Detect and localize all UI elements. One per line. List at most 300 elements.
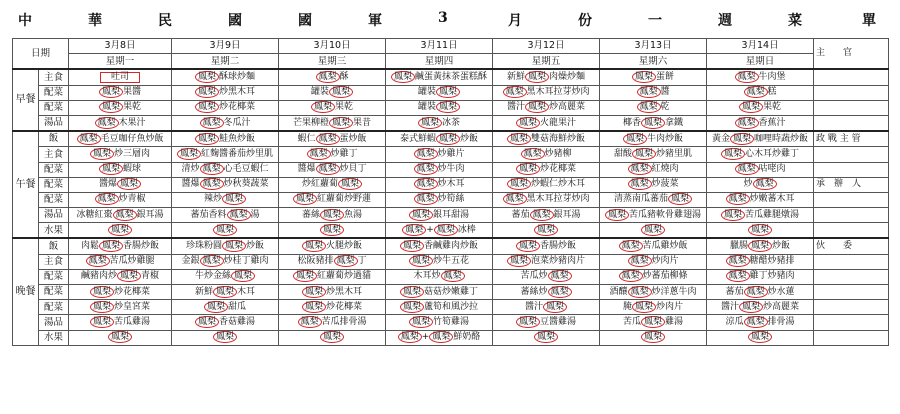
menu-row (13, 330, 889, 345)
date-cell: 3月9日 (172, 39, 279, 54)
dish-cell (493, 208, 600, 223)
dish-cell (707, 192, 814, 207)
highlight-mark: 鳳梨 (534, 224, 558, 236)
highlight-mark: 鳳梨 (441, 270, 465, 282)
highlight-mark: 鳳梨 (99, 86, 123, 98)
weekday-cell: 星期四 (386, 54, 493, 70)
dish-cell (600, 85, 707, 100)
dish-cell (69, 208, 172, 223)
dish-cell (279, 147, 386, 162)
weekday-cell: 星期一 (69, 54, 172, 70)
dish-name (320, 226, 344, 235)
highlight-mark: 鳳梨 (748, 331, 772, 343)
dish-name: 鳳梨 苦瓜雞湯 (90, 318, 150, 327)
title-char: 國 (228, 13, 243, 29)
dish-name: 鳳梨 香蕉汁 (735, 119, 786, 128)
dish-name: 鳳梨 牛肉堡 (735, 73, 786, 82)
dish-name: 鳳梨 果乾 (311, 103, 353, 112)
dish-name: 鳳梨 苦瓜豬軟骨雞翅湯 (605, 211, 701, 220)
highlight-mark: 鳳梨 (302, 286, 326, 298)
dish-name: 清炒 鳳梨 心毛豆蝦仁 (181, 164, 269, 175)
dish-cell (707, 208, 814, 223)
highlight-mark: 鳳梨 (507, 178, 531, 190)
category-label: 配菜 (39, 100, 69, 115)
dish-cell (279, 254, 386, 269)
menu-row (13, 177, 889, 192)
highlight-mark: 鳳梨 (99, 101, 123, 113)
dish-cell (279, 100, 386, 115)
dish-name: 鳳梨 炒蝦仁炒木耳 (507, 180, 585, 189)
dish-name: 鳳梨 糖醋炒豬排 (726, 257, 795, 266)
dish-cell (386, 285, 493, 300)
highlight-mark: 鳳梨 (436, 86, 460, 98)
title-char: 菜 (788, 13, 803, 29)
dish-cell (707, 131, 814, 147)
highlight-mark: 鳳梨 (726, 270, 750, 282)
dish-name: 松阪豬排 鳳梨 丁 (297, 256, 367, 267)
menu-row (13, 254, 889, 269)
highlight-mark: 鳳梨 (503, 86, 527, 98)
dish-cell (707, 115, 814, 131)
highlight-mark: 鳳梨 (516, 117, 540, 129)
menu-row (13, 192, 889, 207)
dish-name: 酒釀 鳳梨 炒洋蔥牛肉 (609, 286, 697, 297)
highlight-mark: 鳳梨 (534, 331, 558, 343)
category-label: 湯品 (39, 115, 69, 131)
dish-cell (707, 300, 814, 315)
note-cell (814, 147, 889, 162)
highlight-mark: 鳳梨 (213, 224, 237, 236)
dish-cell (386, 131, 493, 147)
dish-cell (279, 208, 386, 223)
highlight-mark: 鳳梨 (293, 193, 317, 205)
dish-cell (69, 147, 172, 162)
highlight-mark: 鳳梨 (213, 331, 237, 343)
highlight-mark: 鳳梨 (195, 133, 219, 145)
dish-name: 鳳梨 毛豆咖仔魚炒飯 (77, 135, 164, 144)
dish-name: 鳳梨 + 鳳梨 冰棒 (402, 226, 476, 235)
dish-cell (707, 162, 814, 177)
highlight-mark: 鳳梨 (200, 117, 224, 129)
dish-name: 吐司 (100, 72, 140, 83)
dish-name: 蕃茄 鳳梨 銀耳湯 (511, 209, 581, 220)
dish-cell (386, 300, 493, 315)
highlight-mark: 鳳梨 (200, 255, 224, 267)
highlight-mark: 鳳梨 (90, 286, 114, 298)
dish-name: 鳳梨 炒雞丁 (307, 150, 358, 159)
dish-cell (279, 131, 386, 147)
highlight-mark: 鳳梨 (227, 209, 251, 221)
category-label: 配菜 (39, 162, 69, 177)
dish-cell (279, 269, 386, 284)
dish-name: 鳳梨 蛋餅 (632, 73, 674, 82)
highlight-mark: 鳳梨 (222, 240, 246, 252)
dish-name: 鳳梨 果醬 (99, 88, 141, 97)
dish-name: 鳳梨 雞丁炒豬肉 (726, 272, 795, 281)
dish-name: 鳳梨 心木耳炒雞丁 (721, 150, 799, 159)
dish-cell (600, 192, 707, 207)
highlight-mark: 鳳梨 (726, 193, 750, 205)
dish-name: 罐裝 鳳梨 (311, 88, 353, 97)
dish-name: 蕃茄 鳳梨 炒水蓮 (725, 286, 795, 297)
dish-cell (69, 69, 172, 85)
dish-name: 鳳梨 香鹹雞肉炒飯 (400, 242, 478, 251)
highlight-mark: 鳳梨 (298, 316, 322, 328)
dish-cell (69, 254, 172, 269)
highlight-mark: 鳳梨 (628, 178, 652, 190)
dish-cell (386, 177, 493, 192)
dish-name: 鳳梨 炒豬柳 (521, 150, 572, 159)
category-label: 飯 (39, 131, 69, 147)
highlight-mark: 鳳梨 (748, 224, 772, 236)
highlight-mark: 鳳梨 (195, 86, 219, 98)
dish-cell (279, 223, 386, 239)
dish-cell (386, 330, 493, 345)
highlight-mark: 鳳梨 (316, 133, 340, 145)
document-title (0, 10, 900, 30)
highlight-mark: 鳳梨 (744, 86, 768, 98)
dish-name: 鳳梨 醬 (637, 88, 670, 97)
highlight-mark: 鳳梨 (402, 224, 426, 236)
category-label: 配菜 (39, 85, 69, 100)
note-cell (814, 192, 889, 207)
dish-cell (600, 100, 707, 115)
dish-cell (172, 285, 279, 300)
dish-name: 鳳梨 苦瓜雞炒飯 (619, 242, 688, 251)
dish-name: 鳳梨 鹹蛋黃抹茶蛋糕酥 (391, 73, 487, 82)
dish-name (748, 333, 772, 342)
title-char: 週 (718, 13, 733, 29)
dish-cell (172, 223, 279, 239)
highlight-mark: 鳳梨 (429, 331, 453, 343)
category-label: 水果 (39, 223, 69, 239)
dish-cell (493, 238, 600, 254)
highlight-mark: 鳳梨 (99, 163, 123, 175)
dish-cell (386, 269, 493, 284)
dish-cell (600, 147, 707, 162)
dish-name: 醬爆 鳳梨 炒貝丁 (297, 164, 367, 175)
dish-cell (386, 162, 493, 177)
dish-name: 鳳梨 炒青椒 (95, 195, 146, 204)
dish-name: 鳳梨 泡菜炒豬肉片 (507, 257, 585, 266)
highlight-mark: 鳳梨 (204, 301, 228, 313)
dish-cell (279, 330, 386, 345)
highlight-mark: 鳳梨 (735, 71, 759, 83)
dish-cell (279, 85, 386, 100)
category-label: 配菜 (39, 300, 69, 315)
dish-cell (172, 147, 279, 162)
dish-name (213, 226, 237, 235)
date-cell: 3月13日 (600, 39, 707, 54)
highlight-mark: 鳳梨 (307, 148, 331, 160)
highlight-mark: 鳳梨 (641, 331, 665, 343)
dish-name (748, 226, 772, 235)
highlight-mark: 鳳梨 (744, 286, 768, 298)
meal-label: 晚餐 (13, 238, 39, 345)
category-label: 配菜 (39, 177, 69, 192)
note-cell: 承 辦 人 (814, 177, 889, 192)
highlight-mark: 鳳梨 (623, 133, 647, 145)
title-char: 中 (18, 13, 33, 29)
dish-name: 鳳梨 炒肉片 (628, 257, 679, 266)
dish-cell (600, 238, 707, 254)
note-cell (814, 223, 889, 239)
dish-name: 鳳梨 黑木耳拉芽炒肉 (503, 195, 590, 204)
dish-name: 醬爆 鳳梨 (99, 180, 141, 189)
dish-cell (707, 177, 814, 192)
dish-name: 鳳梨 炒黑木耳 (302, 288, 362, 297)
note-supervisor: 主 官 (814, 39, 889, 70)
highlight-mark: 鳳梨 (329, 86, 353, 98)
dish-name: 炒紅蘿蔔 鳳梨 (302, 180, 362, 189)
highlight-mark: 鳳梨 (628, 255, 652, 267)
category-label: 湯品 (39, 208, 69, 223)
menu-row (13, 315, 889, 330)
dish-cell (493, 177, 600, 192)
title-char: 一 (648, 13, 663, 29)
highlight-mark: 鳳梨 (409, 316, 433, 328)
dish-name: 醬汁 鳳梨 炒高麗菜 (506, 102, 586, 113)
dish-cell (69, 131, 172, 147)
dish-cell (69, 177, 172, 192)
dish-name: 鳳梨 黑木耳拉芽炒肉 (503, 88, 590, 97)
highlight-mark: 鳳梨 (641, 117, 665, 129)
dish-cell (493, 69, 600, 85)
dish-cell (600, 131, 707, 147)
highlight-mark: 鳳梨 (108, 224, 132, 236)
dish-cell (172, 100, 279, 115)
menu-row (13, 100, 889, 115)
dish-cell (493, 100, 600, 115)
highlight-mark: 鳳梨 (316, 163, 340, 175)
highlight-mark: 鳳梨 (77, 133, 101, 145)
highlight-mark: 鳳梨 (641, 224, 665, 236)
dish-name: 鳳梨 炒筍絲 (414, 195, 465, 204)
highlight-mark: 鳳梨 (200, 178, 224, 190)
highlight-mark: 鳳梨 (632, 71, 656, 83)
dish-name: 罐裝 鳳梨 (418, 88, 460, 97)
dish-name: 鳳梨 冬瓜汁 (200, 119, 251, 128)
note-cell (814, 115, 889, 131)
dish-cell (172, 131, 279, 147)
dish-name: 鳳梨 竹筍雞湯 (409, 318, 469, 327)
weekday-cell: 星期三 (279, 54, 386, 70)
highlight-mark: 鳳梨 (86, 255, 110, 267)
highlight-mark: 鳳梨 (668, 193, 692, 205)
dish-name: 鳳梨 炒三層肉 (90, 150, 150, 159)
highlight-mark: 鳳梨 (507, 255, 531, 267)
highlight-mark: 鳳梨 (418, 117, 442, 129)
dish-name: 木耳炒 鳳梨 (414, 272, 465, 281)
note-cell (814, 162, 889, 177)
meal-label: 早餐 (13, 69, 39, 131)
dish-cell (172, 85, 279, 100)
note-cell (814, 315, 889, 330)
header-weekday-row (13, 54, 889, 70)
dish-name: 泰式鮮蝦 鳳梨 炒飯 (399, 133, 479, 144)
dish-cell (69, 238, 172, 254)
highlight-mark: 鳳梨 (744, 316, 768, 328)
highlight-mark: 鳳梨 (414, 163, 438, 175)
dish-name: 珍珠粉圓 鳳梨 炒飯 (185, 241, 265, 252)
highlight-mark: 鳳梨 (753, 178, 777, 190)
highlight-mark: 鳳梨 (632, 148, 656, 160)
dish-cell (707, 147, 814, 162)
dish-name: 鳳梨 蝦球 (99, 165, 141, 174)
category-label: 配菜 (39, 192, 69, 207)
note-cell: 政 戰 主 管 (814, 131, 889, 147)
title-char: 份 (578, 13, 593, 29)
dish-cell (172, 315, 279, 330)
date-cell: 3月12日 (493, 39, 600, 54)
dish-cell (493, 131, 600, 147)
dish-name: 新鮮 鳳梨 肉燥炒麵 (506, 71, 586, 82)
title-char: 軍 (368, 13, 383, 29)
highlight-mark: 鳳梨 (302, 301, 326, 313)
date-cell: 3月8日 (69, 39, 172, 54)
dish-name: 罐裝 鳳梨 (418, 103, 460, 112)
category-label: 主食 (39, 69, 69, 85)
dish-cell (386, 223, 493, 239)
dish-name: 鳳梨 豆醬雞湯 (516, 318, 576, 327)
dish-name: 鳳梨 紅蘿蔔炒過貓 (293, 272, 371, 281)
dish-cell (69, 115, 172, 131)
dish-name: 鳳梨 乾 (637, 103, 670, 112)
dish-cell (600, 223, 707, 239)
dish-name: 醬汁 鳳梨 (525, 303, 567, 312)
category-label: 主食 (39, 147, 69, 162)
dish-name: 鳳梨 紅燒肉 (628, 165, 679, 174)
dish-cell (279, 300, 386, 315)
note-cell (814, 208, 889, 223)
dish-name: 鳳梨 紅麴醬番茄炒里肌 (177, 150, 273, 159)
dish-cell (493, 223, 600, 239)
dish-cell (172, 300, 279, 315)
dish-name: 鳳梨 鮭魚炒飯 (195, 135, 255, 144)
dish-name: 辣炒 鳳梨 (204, 195, 246, 204)
title-char: 月 (508, 13, 523, 29)
dish-name: 鳳梨 甜瓜 (204, 303, 246, 312)
dish-cell (600, 269, 707, 284)
highlight-mark: 鳳梨 (543, 301, 567, 313)
highlight-mark: 鳳梨 (516, 240, 540, 252)
dish-name: 鳳梨 火腿炒飯 (302, 242, 362, 251)
dish-cell (707, 285, 814, 300)
highlight-mark: 鳳梨 (525, 71, 549, 83)
highlight-mark: 鳳梨 (90, 301, 114, 313)
highlight-mark: 鳳梨 (108, 331, 132, 343)
highlight-mark: 鳳梨 (99, 240, 123, 252)
highlight-mark: 鳳梨 (605, 209, 629, 221)
highlight-mark: 鳳梨 (735, 117, 759, 129)
highlight-mark: 鳳梨 (400, 286, 424, 298)
dish-name (641, 226, 665, 235)
dish-cell (493, 162, 600, 177)
dish-name (108, 226, 132, 235)
dish-name: 苦瓜 鳳梨 雞湯 (622, 316, 684, 327)
category-label: 配菜 (39, 269, 69, 284)
dish-cell (493, 192, 600, 207)
dish-name (641, 333, 665, 342)
menu-row (13, 85, 889, 100)
highlight-mark: 鳳梨 (195, 316, 219, 328)
dish-cell (493, 85, 600, 100)
dish-cell (172, 238, 279, 254)
dish-name: 鳳梨 炒花椰菜 (195, 103, 255, 112)
highlight-mark: 鳳梨 (200, 163, 224, 175)
dish-cell (493, 300, 600, 315)
highlight-mark: 鳳梨 (632, 301, 656, 313)
dish-name: 鳳梨 紅蘿蔔炒野蓮 (293, 195, 371, 204)
menu-row (13, 223, 889, 239)
highlight-mark: 鳳梨 (316, 71, 340, 83)
dish-name: 鳳梨 苦瓜排骨湯 (298, 318, 367, 327)
dish-cell (279, 238, 386, 254)
menu-row (13, 238, 889, 254)
dish-name: 鳳梨 炒牛五花 (409, 257, 469, 266)
dish-name: 甜酸 鳳梨 炒豬里肌 (613, 148, 693, 159)
dish-name: 鳳梨 火龍果汁 (516, 119, 576, 128)
dish-cell (172, 208, 279, 223)
dish-cell (707, 100, 814, 115)
menu-row (13, 269, 889, 284)
dish-cell (600, 330, 707, 345)
dish-name: 醬汁 鳳梨 炒高麗菜 (720, 301, 800, 312)
dish-name (534, 226, 558, 235)
dish-cell (386, 192, 493, 207)
dish-cell (172, 162, 279, 177)
dish-cell (493, 269, 600, 284)
title-char: 國 (298, 13, 313, 29)
dish-name: 鳳梨 炒花椰菜 (90, 288, 150, 297)
dish-name: 鳳梨 炒花椰菜 (516, 165, 576, 174)
menu-row (13, 162, 889, 177)
dish-name: 鳳梨 酥球炒麵 (195, 73, 255, 82)
dish-name: 鳳梨 糕 (744, 88, 777, 97)
dish-cell (600, 177, 707, 192)
highlight-mark: 鳳梨 (117, 270, 141, 282)
highlight-mark: 鳳梨 (436, 133, 460, 145)
highlight-mark: 鳳梨 (302, 240, 326, 252)
highlight-mark: 鳳梨 (90, 316, 114, 328)
dish-name: 椰香 鳳梨 拿鐵 (622, 117, 684, 128)
dish-cell (69, 100, 172, 115)
highlight-mark: 鳳梨 (320, 331, 344, 343)
dish-cell (386, 147, 493, 162)
menu-row (13, 69, 889, 85)
highlight-mark: 鳳梨 (748, 240, 772, 252)
dish-name: 金銀 鳳梨 炒桂丁雞肉 (181, 256, 269, 267)
highlight-mark: 鳳梨 (409, 255, 433, 267)
dish-name: 鳳梨 苦瓜炒雞腿 (86, 257, 155, 266)
highlight-mark: 鳳梨 (213, 286, 237, 298)
dish-name: 鳳梨 冰茶 (418, 119, 460, 128)
dish-name: 蕃絲炒 鳳梨 (521, 288, 572, 297)
note-cell (814, 330, 889, 345)
dish-cell (279, 285, 386, 300)
highlight-mark: 鳳梨 (398, 331, 422, 343)
menu-row (13, 147, 889, 162)
dish-cell (600, 162, 707, 177)
dish-name: 鳳梨 木果汁 (95, 119, 146, 128)
dish-name (213, 333, 237, 342)
dish-cell (493, 254, 600, 269)
dish-name: 牛炒金絲 鳳梨 (195, 272, 255, 281)
category-label: 飯 (39, 238, 69, 254)
title-char: 3 (438, 10, 449, 26)
category-label: 配菜 (39, 285, 69, 300)
note-cell (814, 254, 889, 269)
